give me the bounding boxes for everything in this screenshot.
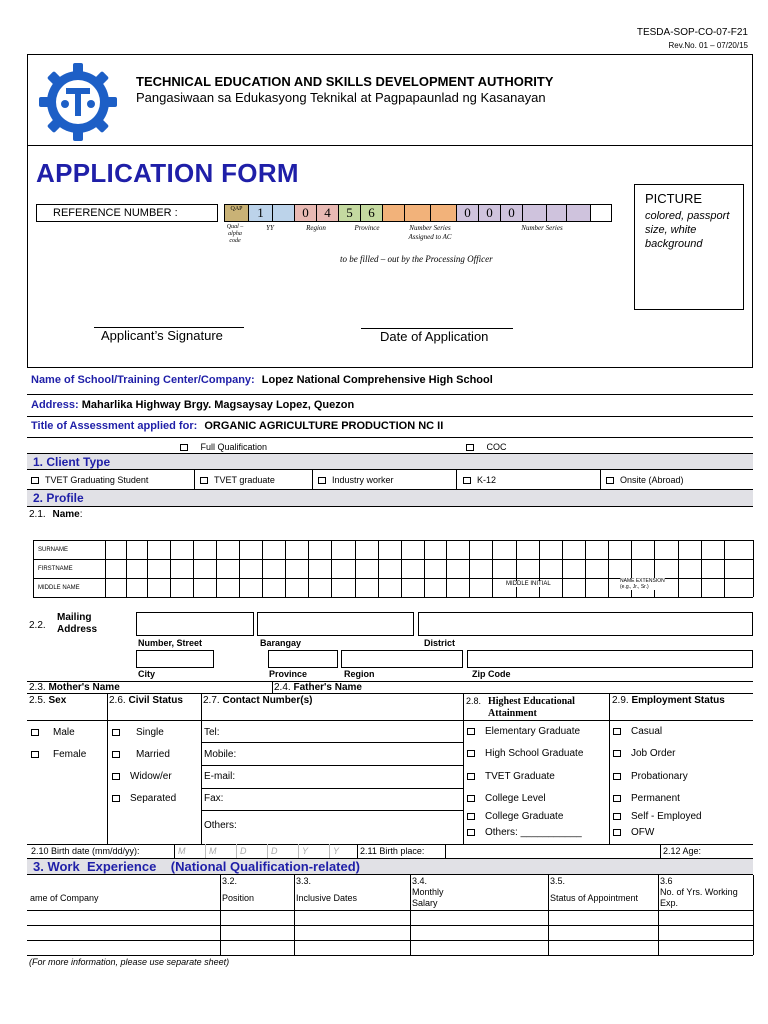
work-col-years: No. of Yrs. Working Exp.: [660, 887, 738, 908]
client-option-industry-worker[interactable]: Industry worker: [318, 475, 394, 485]
work-col-position-num: 3.2.: [222, 876, 238, 886]
birthdate-label: 2.10 Birth date (mm/dd/yy):: [31, 846, 140, 856]
client-type-band: [27, 453, 753, 470]
field-barangay[interactable]: [257, 612, 414, 636]
work-col-status-num: 3.5.: [550, 876, 566, 886]
reference-cell[interactable]: 1: [249, 205, 273, 221]
birthdate-slot: M: [209, 846, 217, 856]
field-province[interactable]: [268, 650, 338, 668]
checkbox-icon[interactable]: [112, 751, 120, 758]
label-middlename: MIDDLE NAME: [38, 585, 80, 591]
caption-region: Region: [306, 224, 326, 232]
date-label: Date of Application: [380, 329, 489, 344]
contact-tel[interactable]: Tel:: [204, 727, 220, 738]
civil-option-widow[interactable]: Widow/er: [112, 771, 172, 782]
school-row: [31, 374, 493, 386]
reference-cell[interactable]: [431, 205, 457, 221]
birthdate-slot: Y: [333, 846, 340, 856]
work-col-status: Status of Appointment: [550, 893, 639, 903]
birthdate-slot: D: [240, 846, 247, 856]
reference-cell[interactable]: 0: [501, 205, 523, 221]
checkbox-icon[interactable]: [112, 795, 120, 802]
edu-heading: Highest Educational Attainment: [488, 696, 575, 719]
addr-label-province: Province: [269, 669, 308, 679]
checkbox-icon[interactable]: [180, 444, 188, 451]
checkbox-icon[interactable]: [467, 728, 475, 735]
checkbox-icon[interactable]: [467, 750, 475, 757]
birthdate-slot: D: [271, 846, 278, 856]
checkbox-icon[interactable]: [613, 829, 621, 836]
father-name-field[interactable]: 2.4. Father's Name: [274, 682, 362, 693]
checkbox-icon[interactable]: [463, 477, 471, 484]
processing-note: to be filled – out by the Processing Officer: [340, 254, 493, 264]
addr-label-barangay: Barangay: [260, 638, 302, 648]
caption-qual: Qual – alpha code: [226, 224, 244, 244]
checkbox-icon[interactable]: [467, 773, 475, 780]
addr-label-district: District: [424, 638, 456, 648]
label-name-extension: NAME EXTENSION (e.g., Jr., Sr.): [620, 578, 665, 590]
sex-heading: 2.5. Sex: [29, 695, 67, 706]
contact-heading: 2.7. Contact Number(s): [203, 695, 313, 706]
contact-fax[interactable]: Fax:: [204, 793, 224, 804]
addr-label-city: City: [138, 669, 156, 679]
revision: Rev.No. 01 – 07/20/15: [668, 41, 748, 50]
org-name: TECHNICAL EDUCATION AND SKILLS DEVELOPMENT AUTHORITY: [136, 74, 554, 89]
label-surname: SURNAME: [38, 547, 69, 553]
addr-label-street: Number, Street: [138, 638, 203, 648]
reference-cell[interactable]: [523, 205, 547, 221]
reference-cell[interactable]: 4: [317, 205, 339, 221]
profile-title: 2. Profile: [33, 491, 84, 505]
sex-option-female[interactable]: Female: [31, 749, 86, 760]
contact-email[interactable]: E-mail:: [204, 771, 236, 782]
client-option-tvet-graduating[interactable]: TVET Graduating Student: [31, 475, 148, 485]
client-option-onsite[interactable]: Onsite (Abroad): [606, 475, 684, 485]
reference-cell[interactable]: 0: [479, 205, 501, 221]
edu-option[interactable]: Others: ___________: [467, 827, 582, 838]
emp-option[interactable]: OFW: [613, 827, 654, 838]
mailing-label: Mailing Address: [57, 612, 98, 635]
reference-cell[interactable]: [567, 205, 591, 221]
contact-mobile[interactable]: Mobile:: [204, 749, 237, 760]
org-tagalog: Pangasiwaan sa Edukasyong Teknikal at Pagpapaunlad ng Kasanayan: [136, 90, 546, 105]
reference-cell[interactable]: 0: [295, 205, 317, 221]
address-value: Maharlika Highway Brgy. Magsaysay Lopez, Quezon: [81, 399, 355, 411]
reference-cell[interactable]: [383, 205, 405, 221]
form-title: APPLICATION FORM: [36, 158, 299, 188]
age-label: 2.12 Age:: [663, 846, 702, 856]
assessment-row: [31, 420, 443, 432]
label-middle-initial: MIDDLE INITIAL: [506, 581, 551, 587]
field-city[interactable]: [136, 650, 214, 668]
school-label: Name of School/Training Center/Company:: [31, 374, 255, 386]
caption-province: Province: [354, 224, 380, 232]
work-col-dates-num: 3.3.: [296, 876, 312, 886]
signature-label: Applicant’s Signature: [101, 328, 223, 343]
school-value: Lopez National Comprehensive High School: [261, 374, 493, 386]
addr-label-zip: Zip Code: [472, 669, 511, 679]
emp-option[interactable]: Probationary: [613, 771, 688, 782]
mailing-num: 2.2.: [29, 620, 46, 631]
checkbox-icon[interactable]: [31, 751, 39, 758]
civil-option-separated[interactable]: Separated: [112, 793, 176, 804]
mother-name-field[interactable]: 2.3. Mother's Name: [29, 682, 120, 693]
picture-box: [634, 184, 744, 310]
checkbox-icon[interactable]: [606, 477, 614, 484]
emp-option[interactable]: Permanent: [613, 793, 680, 804]
work-col-years-num: 3.6: [660, 876, 673, 886]
reference-cell[interactable]: QAP: [225, 205, 249, 221]
assessment-value: ORGANIC AGRICULTURE PRODUCTION NC II: [204, 420, 444, 432]
checkbox-icon[interactable]: [466, 444, 474, 451]
emp-option[interactable]: Casual: [613, 726, 662, 737]
work-band: [27, 858, 753, 875]
reference-label: REFERENCE NUMBER :: [53, 207, 178, 219]
work-title: 3. Work Experience (National Qualification-related): [33, 859, 361, 874]
checkbox-icon[interactable]: [318, 477, 326, 484]
caption-series: Number Series: [521, 224, 563, 232]
reference-cell[interactable]: [547, 205, 567, 221]
addr-label-region: Region: [344, 669, 375, 679]
checkbox-icon[interactable]: [467, 829, 475, 836]
field-zip[interactable]: [467, 650, 753, 668]
tesda-logo: [36, 60, 120, 144]
reference-cell[interactable]: [273, 205, 295, 221]
birthdate-slot: M: [178, 846, 186, 856]
client-option-tvet-graduate[interactable]: TVET graduate: [200, 475, 275, 485]
edu-option[interactable]: TVET Graduate: [467, 771, 555, 782]
option-full-qualification[interactable]: Full Qualification: [180, 442, 267, 452]
doc-code: TESDA-SOP-CO-07-F21: [636, 27, 748, 38]
work-col-company: ame of Company: [30, 893, 99, 903]
checkbox-icon[interactable]: [112, 729, 120, 736]
checkbox-icon[interactable]: [613, 773, 621, 780]
checkbox-icon[interactable]: [613, 728, 621, 735]
checkbox-icon[interactable]: [112, 773, 120, 780]
civil-option-single[interactable]: Single: [112, 727, 164, 738]
civil-option-married[interactable]: Married: [112, 749, 170, 760]
civil-heading: 2.6. Civil Status: [109, 695, 183, 706]
employment-heading: 2.9. Employment Status: [612, 695, 725, 706]
birthdate-slot: Y: [302, 846, 309, 856]
address-label: Address:: [31, 399, 79, 411]
picture-title: PICTURE: [645, 191, 703, 206]
work-col-position: Position: [222, 893, 255, 903]
edu-option[interactable]: Elementary Graduate: [467, 726, 580, 737]
reference-label-box: [36, 204, 218, 222]
checkbox-icon[interactable]: [467, 813, 475, 820]
emp-option[interactable]: Self - Employed: [613, 811, 702, 822]
birthplace-label: 2.11 Birth place:: [360, 846, 425, 856]
checkbox-icon[interactable]: [613, 795, 621, 802]
checkbox-icon[interactable]: [31, 477, 39, 484]
emp-option[interactable]: Job Order: [613, 748, 675, 759]
name-heading: 2.1. Name:: [29, 509, 83, 520]
edu-option[interactable]: College Level: [467, 793, 546, 804]
caption-ac-series: Number Series Assigned to AC: [408, 224, 452, 241]
caption-yy: YY: [266, 224, 274, 232]
profile-band: [27, 490, 753, 507]
work-col-dates: Inclusive Dates: [296, 893, 358, 903]
reference-cell[interactable]: 6: [361, 205, 383, 221]
sex-option-male[interactable]: Male: [31, 727, 75, 738]
client-option-k12[interactable]: K-12: [463, 475, 496, 485]
work-col-salary: Monthly Salary: [412, 887, 444, 908]
checkbox-icon[interactable]: [613, 813, 621, 820]
reference-cell[interactable]: 0: [457, 205, 479, 221]
field-street[interactable]: [136, 612, 254, 636]
client-type-title: 1. Client Type: [33, 455, 111, 469]
picture-desc: colored, passport size, white background: [645, 210, 730, 250]
edu-option[interactable]: High School Graduate: [467, 748, 583, 759]
reference-cells: [224, 204, 612, 222]
field-district[interactable]: [418, 612, 753, 636]
reference-cell[interactable]: [405, 205, 431, 221]
checkbox-icon[interactable]: [200, 477, 208, 484]
address-row: [31, 399, 354, 411]
checkbox-icon[interactable]: [613, 750, 621, 757]
edu-num: 2.8.: [466, 696, 482, 706]
reference-cell[interactable]: 5: [339, 205, 361, 221]
option-coc[interactable]: COC: [466, 442, 507, 452]
contact-others[interactable]: Others:: [204, 820, 237, 831]
assessment-label: Title of Assessment applied for:: [31, 420, 198, 432]
work-footnote: (For more information, please use separate sheet): [29, 957, 230, 967]
label-firstname: FIRSTNAME: [38, 566, 73, 572]
work-col-salary-num: 3.4.: [412, 876, 428, 886]
checkbox-icon[interactable]: [467, 795, 475, 802]
field-region[interactable]: [341, 650, 463, 668]
edu-option[interactable]: College Graduate: [467, 811, 563, 822]
checkbox-icon[interactable]: [31, 729, 39, 736]
